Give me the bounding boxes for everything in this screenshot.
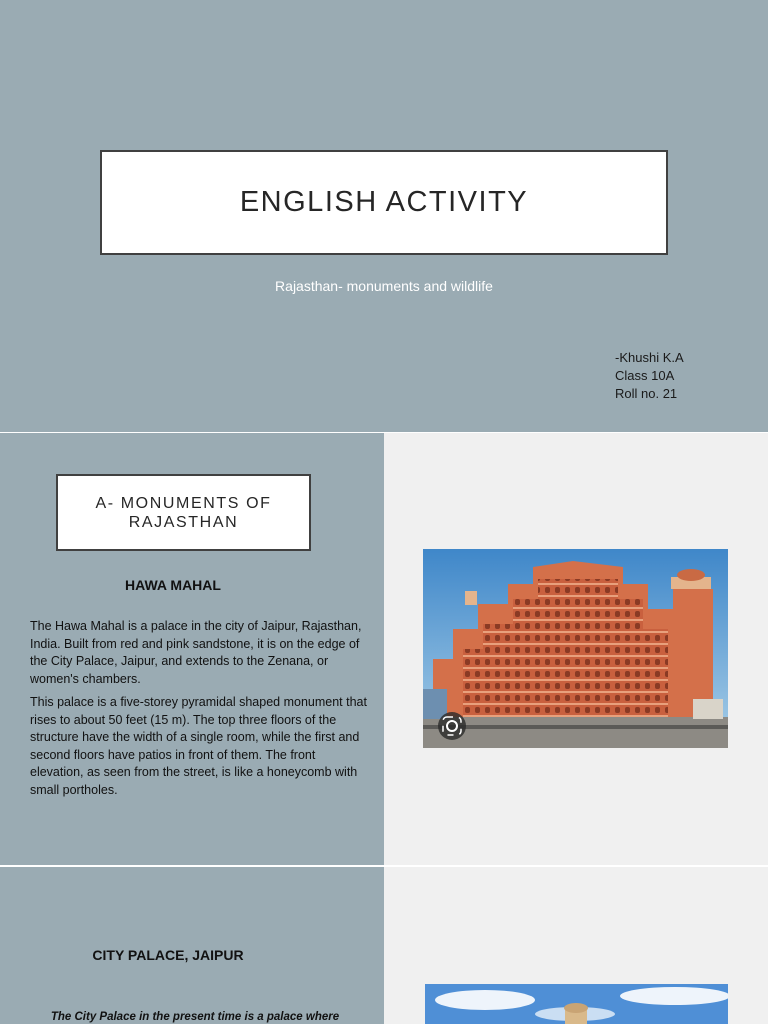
image-panel	[384, 867, 768, 1024]
section-title-box	[56, 474, 311, 551]
lens-icon[interactable]	[438, 712, 466, 740]
slide-subtitle: Rajasthan- monuments and wildlife	[275, 278, 493, 294]
text-panel	[0, 433, 384, 865]
title-slide	[0, 0, 768, 432]
author-name: -Khushi K.A	[615, 350, 684, 365]
author-block	[615, 349, 684, 403]
text-panel	[0, 867, 384, 1024]
hawa-mahal-illustration	[423, 549, 728, 748]
author-class: Class 10A	[615, 368, 675, 383]
hawa-mahal-slide	[0, 433, 768, 865]
description-paragraph: The City Palace in the present time is a palace where	[50, 1011, 340, 1023]
city-palace-slide	[0, 867, 768, 1024]
description-paragraph: The Hawa Mahal is a palace in the city of Jaipur, Rajasthan, India. Built from red and pink sandstone, it is on the edge of the City Palace, Jaipur, and extends to the Zenana, or women's chambers.	[30, 619, 362, 686]
image-panel	[384, 433, 768, 865]
hawa-mahal-photo	[423, 549, 728, 748]
monument-heading: HAWA MAHAL	[125, 577, 221, 593]
monument-heading: CITY PALACE, JAIPUR	[92, 947, 244, 963]
city-palace-photo	[425, 984, 728, 1024]
description-paragraph: This palace is a five-storey pyramidal shaped monument that rises to about 50 feet (15 m). The top three floors of the structure have the width of a single room, while the first and second floors have patios in front of them. The front elevation, as seen from the street, is like a honeycomb with small portholes.	[30, 695, 367, 797]
slide-title: ENGLISH ACTIVITY	[239, 186, 529, 218]
author-roll: Roll no. 21	[615, 386, 678, 401]
title-box	[100, 150, 668, 255]
section-title: A- MONUMENTS OF RAJASTHAN	[95, 494, 272, 531]
city-palace-illustration	[425, 984, 728, 1024]
